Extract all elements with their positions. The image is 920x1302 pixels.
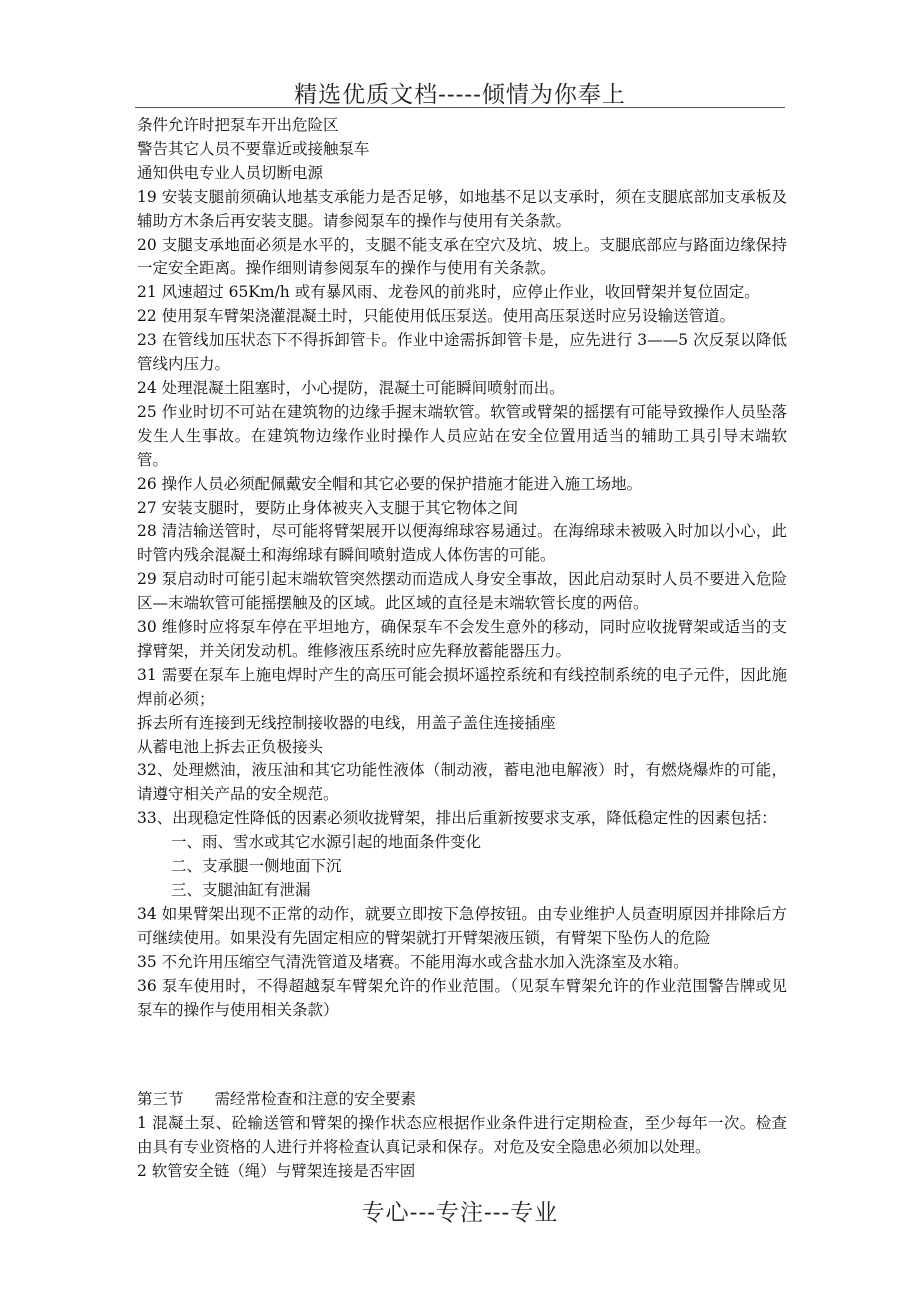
header-divider: [135, 107, 785, 108]
paragraph: 28 清洁输送管时，尽可能将臂架展开以便海绵球容易通过。在海绵球未被吸入时加以小心，此时管内残余混凝土和海绵球有瞬间喷射造成人体伤害的可能。: [137, 522, 787, 565]
document-body: [137, 114, 787, 1184]
sub-item: 一、雨、雪水或其它水源引起的地面条件变化: [171, 833, 482, 852]
paragraph: 30 维修时应将泵车停在平坦地方，确保泵车不会发生意外的移动，同时应收拢臂架或适当的支撑臂架，并关闭发动机。维修液压系统时应先释放蓄能器压力。: [137, 618, 787, 660]
blank-space: [137, 1022, 787, 1088]
paragraph: 从蓄电池上拆去正负极接头: [137, 737, 324, 756]
sub-item: 二、支承腿一侧地面下沉: [171, 857, 342, 876]
paragraph: 警告其它人员不要靠近或接触泵车: [137, 139, 370, 158]
paragraph: 条件允许时把泵车开出危险区: [137, 116, 339, 134]
paragraph: 2 软管安全链（绳）与臂架连接是否牢固: [137, 1162, 416, 1181]
paragraph: 34 如果臂架出现不正常的动作，就要立即按下急停按钮。由专业维护人员查明原因并排除后方可继续使用。如果没有先固定相应的臂架就打开臂架液压锁，有臂架下坠伤人的危险: [137, 904, 787, 947]
paragraph: 26 操作人员必须配佩戴安全帽和其它必要的保护措施才能进入施工场地。: [137, 474, 643, 493]
paragraph: 24 处理混凝土阻塞时，小心提防，混凝土可能瞬间喷射而出。: [137, 378, 565, 397]
paragraph: 36 泵车使用时，不得超越泵车臂架允许的作业范围。（见泵车臂架允许的作业范围警告牌或见泵车的操作与使用相关条款）: [137, 976, 787, 1019]
paragraph: 19 安装支腿前须确认地基支承能力是否足够，如地基不足以支承时，须在支腿底部加支承板及辅助方木条后再安装支腿。请参阅泵车的操作与使用有关条款。: [137, 187, 787, 230]
page-header: 精选优质文档-----倾情为你奉上: [294, 82, 626, 108]
paragraph: 22 使用泵车臂架浇灌混凝土时，只能使用低压泵送。使用高压泵送时应另设输送管道。: [137, 307, 736, 326]
paragraph: 20 支腿支承地面必须是水平的，支腿不能支承在空穴及坑、坡上。支腿底部应与路面边缘保持一定安全距离。操作细则请参阅泵车的操作与使用有关条款。: [137, 235, 787, 278]
paragraph: 1 混凝土泵、砼输送管和臂架的操作状态应根据作业条件进行定期检查，至少每年一次。检查由具有专业资格的人进行并将检查认真记录和保存。对危及安全隐患必须加以处理。: [137, 1114, 787, 1157]
section-title: 第三节 需经常检查和注意的安全要素: [137, 1090, 417, 1109]
paragraph: 33、出现稳定性降低的因素必须收拢臂架，排出后重新按要求支承，降低稳定性的因素包括：: [137, 809, 777, 828]
paragraph: 29 泵启动时可能引起末端软管突然摆动而造成人身安全事故，因此启动泵时人员不要进入危险区—末端软管可能摇摆触及的区域。此区域的直径是末端软管长度的两倍。: [137, 570, 787, 613]
paragraph: 27 安装支腿时，要防止身体被夹入支腿于其它物体之间: [137, 498, 519, 517]
paragraph: 拆去所有连接到无线控制接收器的电线，用盖子盖住连接插座: [137, 713, 556, 732]
page-footer: 专心---专注---专业: [361, 1200, 559, 1226]
paragraph: 31 需要在泵车上施电焊时产生的高压可能会损坏遥控系统和有线控制系统的电子元件，因此施焊前必须；: [137, 665, 787, 708]
paragraph: 21 风速超过 65Km/h 或有暴风雨、龙卷风的前兆时，应停止作业，收回臂架并复位固定。: [137, 283, 760, 302]
paragraph: 35 不允许用压缩空气清洗管道及堵赛。不能用海水或含盐水加入洗涤室及水箱。: [137, 952, 689, 971]
paragraph: 32、处理燃油，液压油和其它功能性液体（制动液，蓄电池电解液）时，有燃烧爆炸的可能，请遵守相关产品的安全规范。: [137, 761, 787, 804]
paragraph: 23 在管线加压状态下不得拆卸管卡。作业中途需拆卸管卡是，应先进行 3——5 次反泵以降低管线内压力。: [137, 331, 787, 374]
paragraph: 通知供电专业人员切断电源: [137, 163, 324, 182]
paragraph: 25 作业时切不可站在建筑物的边缘手握末端软管。软管或臂架的摇摆有可能导致操作人员坠落发生人生事故。在建筑物边缘作业时操作人员应站在安全位置用适当的辅助工具引导末端软管。: [137, 402, 787, 469]
sub-item: 三、支腿油缸有泄漏: [171, 881, 311, 899]
